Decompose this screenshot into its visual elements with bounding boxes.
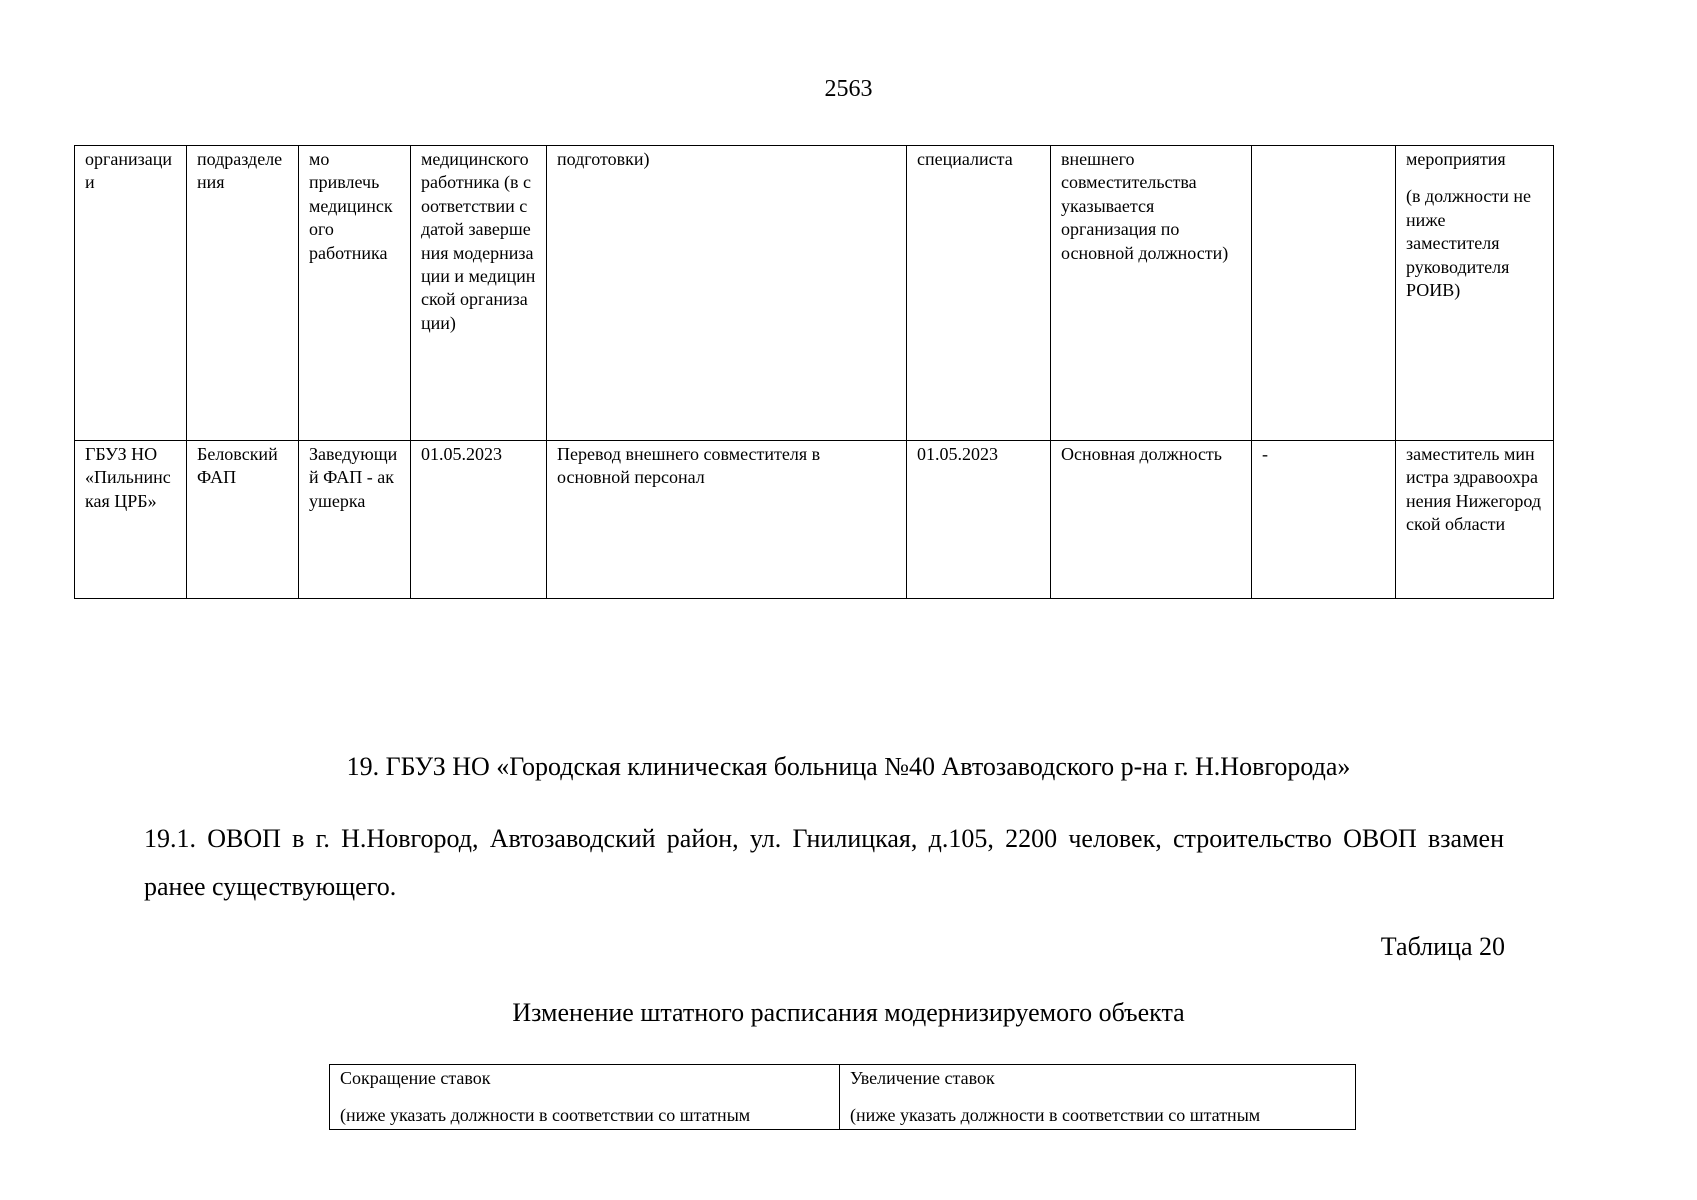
table-cell: Основная должность [1051,441,1252,599]
header-cell: мо привлечь медицинского работника [299,146,411,441]
header-cell-reduction [330,1065,840,1130]
table-label: Таблица 20 [1380,932,1505,961]
header-cell-title: Сокращение ставок [340,1068,491,1088]
table-cell: Заведующий ФАП - акушерка [299,441,411,599]
header-cell: подразделения [187,146,299,441]
header-cell: специалиста [907,146,1051,441]
header-cell-increase [840,1065,1356,1130]
page-number: 2563 [824,76,873,102]
header-cell: медицинского работника (в соответствии с датой завершения модернизации и медицинской организации) [411,146,547,441]
table-cell: - [1252,441,1396,599]
staffing-changes-table [329,1064,1356,1130]
positions-table [74,145,1554,599]
table-row [75,441,1554,599]
header-cell: организации [75,146,187,441]
header-cell: подготовки) [547,146,907,441]
table-header-row [330,1065,1356,1130]
table-cell: Перевод внешнего совместителя в основной персонал [547,441,907,599]
header-cell: внешнего совместительства указывается организация по основной должности) [1051,146,1252,441]
table-cell: 01.05.2023 [907,441,1051,599]
header-cell-note: (в должности не ниже заместителя руководителя РОИВ) [1406,186,1532,301]
table-cell: ГБУЗ НО «Пильнинская ЦРБ» [75,441,187,599]
section-paragraph: 19.1. ОВОП в г. Н.Новгород, Автозаводский район, ул. Гнилицкая, д.105, 2200 человек, строительство ОВОП взамен ранее существующего. [144,824,1504,901]
header-cell [1396,146,1554,441]
table-cell: заместитель министра здравоохранения Нижегородской области [1396,441,1554,599]
header-cell [1252,146,1396,441]
table-title: Изменение штатного расписания модернизируемого объекта [512,998,1185,1027]
header-cell-note: (ниже указать должности в соответствии со штатным [850,1105,1261,1125]
table-header-row [75,146,1554,441]
header-cell-title: Увеличение ставок [850,1068,995,1088]
header-cell-note: (ниже указать должности в соответствии со штатным [340,1105,751,1125]
section-heading: 19. ГБУЗ НО «Городская клиническая больница №40 Автозаводского р-на г. Н.Новгорода» [346,752,1351,781]
table-cell: Беловский ФАП [187,441,299,599]
header-cell-title: мероприятия [1406,149,1506,169]
table-cell: 01.05.2023 [411,441,547,599]
